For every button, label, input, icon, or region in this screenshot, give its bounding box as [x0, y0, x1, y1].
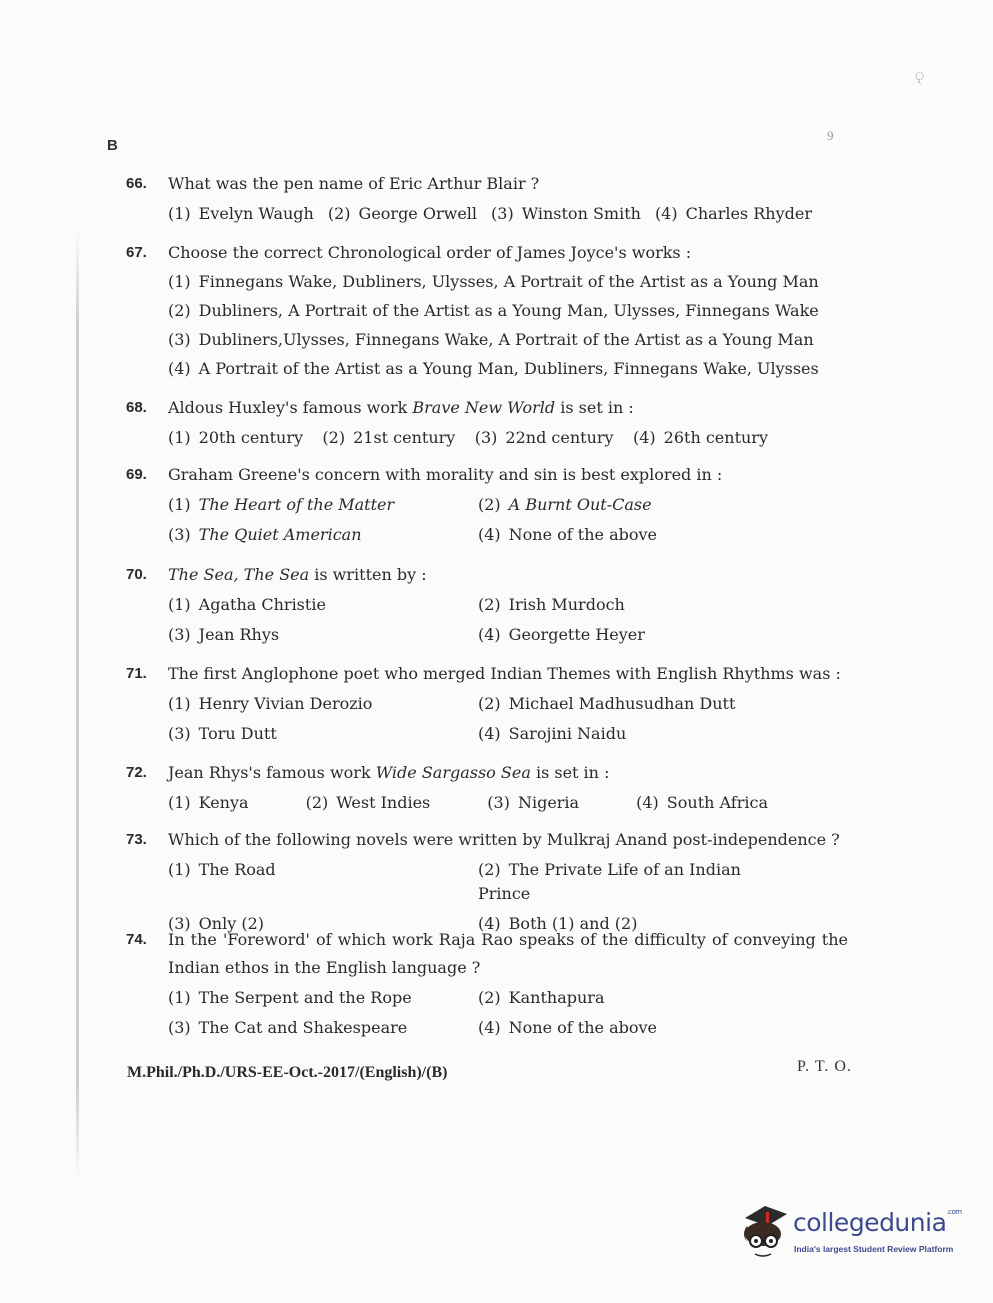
option-2: (2) Irish Murdoch [478, 595, 625, 614]
option-2: (2) Kanthapura [478, 988, 605, 1007]
options [168, 858, 846, 936]
option-3: (3) Winston Smith [491, 204, 641, 223]
paper-code: M.Phil./Ph.D./URS-EE-Oct.-2017/(English)/(B) [127, 1064, 448, 1081]
question-number: 72. [126, 764, 147, 781]
option-1: (1) Finnegans Wake, Dubliners, Ulysses, A Portrait of the Artist as a Young Man [168, 272, 819, 291]
question-text: Aldous Huxley's famous work Brave New World is set in : [168, 398, 634, 417]
question-66 [126, 172, 846, 226]
question-text: Jean Rhys's famous work Wide Sargasso Sea is set in : [168, 763, 610, 782]
option-3: (3) The Quiet American [168, 525, 362, 544]
question-set-letter: B [107, 137, 118, 154]
option-4: (4) Charles Rhyder [654, 204, 812, 223]
pto-label: P. T. O. [797, 1058, 852, 1075]
collegedunia-watermark [735, 1196, 965, 1266]
option-2: (2) Michael Madhusudhan Dutt [478, 694, 736, 713]
question-number: 66. [126, 175, 147, 192]
options [168, 986, 848, 1040]
options [168, 493, 846, 547]
option-1: (1) Henry Vivian Derozio [168, 694, 373, 713]
question-73 [126, 828, 846, 936]
option-4: (4) 26th century [632, 428, 768, 447]
question-text: Graham Greene's concern with morality and sin is best explored in : [168, 465, 723, 484]
option-3: (3) Jean Rhys [168, 625, 280, 644]
brand-tagline: India's largest Student Review Platform [794, 1244, 954, 1254]
option-3: (3) The Cat and Shakespeare [168, 1018, 408, 1037]
question-text: The first Anglophone poet who merged Indian Themes with English Rhythms was : [168, 664, 841, 683]
options [168, 270, 846, 381]
question-text: Which of the following novels were written by Mulkraj Anand post-independence ? [168, 830, 840, 849]
question-text: In the 'Foreword' of which work Raja Rao speaks of the difficulty of conveying the Indian ethos in the English language ? [168, 930, 848, 977]
question-text: Choose the correct Chronological order of James Joyce's works : [168, 243, 692, 262]
question-number: 68. [126, 399, 147, 416]
option-4: (4) A Portrait of the Artist as a Young Man, Dubliners, Finnegans Wake, Ulysses [168, 359, 819, 378]
options [168, 791, 768, 815]
option-1: (1) Kenya [168, 793, 249, 812]
option-3: (3) Only (2) [168, 914, 264, 933]
question-69 [126, 463, 846, 547]
page-corner-mark: ৃ [914, 69, 926, 83]
question-74 [126, 926, 848, 1040]
option-2: (2) The Private Life of an Indian Prince [478, 860, 741, 903]
option-2: (2) Dubliners, A Portrait of the Artist as a Young Man, Ulysses, Finnegans Wake [168, 301, 819, 320]
question-70 [126, 563, 846, 647]
option-4: (4) None of the above [478, 525, 658, 544]
options [168, 426, 768, 450]
brand-name: collegedunia$^{.com}$ [793, 1208, 962, 1237]
option-4: (4) Sarojini Naidu [478, 724, 627, 743]
question-number: 73. [126, 831, 147, 848]
option-2: (2) A Burnt Out-Case [478, 495, 652, 514]
option-3: (3) Toru Dutt [168, 724, 277, 743]
option-2: (2) West Indies [305, 793, 431, 812]
mascot-icon [735, 1196, 793, 1260]
question-text: What was the pen name of Eric Arthur Blair ? [168, 174, 540, 193]
option-2: (2) George Orwell [327, 204, 478, 223]
option-3: (3) Nigeria [487, 793, 580, 812]
option-4: (4) Both (1) and (2) [478, 914, 638, 933]
question-68 [126, 396, 846, 450]
question-number: 67. [126, 244, 147, 261]
option-1: (1) The Heart of the Matter [168, 495, 395, 514]
question-text: The Sea, The Sea is written by : [168, 565, 427, 584]
question-number: 71. [126, 665, 147, 682]
option-4: (4) South Africa [636, 793, 768, 812]
option-3: (3) 22nd century [474, 428, 614, 447]
options [168, 692, 846, 746]
question-67 [126, 241, 846, 381]
option-1: (1) The Road [168, 860, 276, 879]
scan-edge-shadow [76, 230, 79, 1180]
option-1: (1) 20th century [168, 428, 304, 447]
question-72 [126, 761, 846, 815]
question-71 [126, 662, 846, 746]
option-4: (4) Georgette Heyer [478, 625, 645, 644]
page-number-mark: 9 [827, 128, 834, 143]
option-2: (2) 21st century [322, 428, 456, 447]
question-number: 70. [126, 566, 147, 583]
question-number: 69. [126, 466, 147, 483]
options [168, 593, 846, 647]
option-1: (1) Evelyn Waugh [168, 204, 314, 223]
option-3: (3) Dubliners,Ulysses, Finnegans Wake, A Portrait of the Artist as a Young Man [168, 330, 814, 349]
option-4: (4) None of the above [478, 1018, 658, 1037]
option-1: (1) Agatha Christie [168, 595, 326, 614]
options [168, 202, 846, 226]
option-1: (1) The Serpent and the Rope [168, 988, 412, 1007]
question-number: 74. [126, 931, 147, 948]
